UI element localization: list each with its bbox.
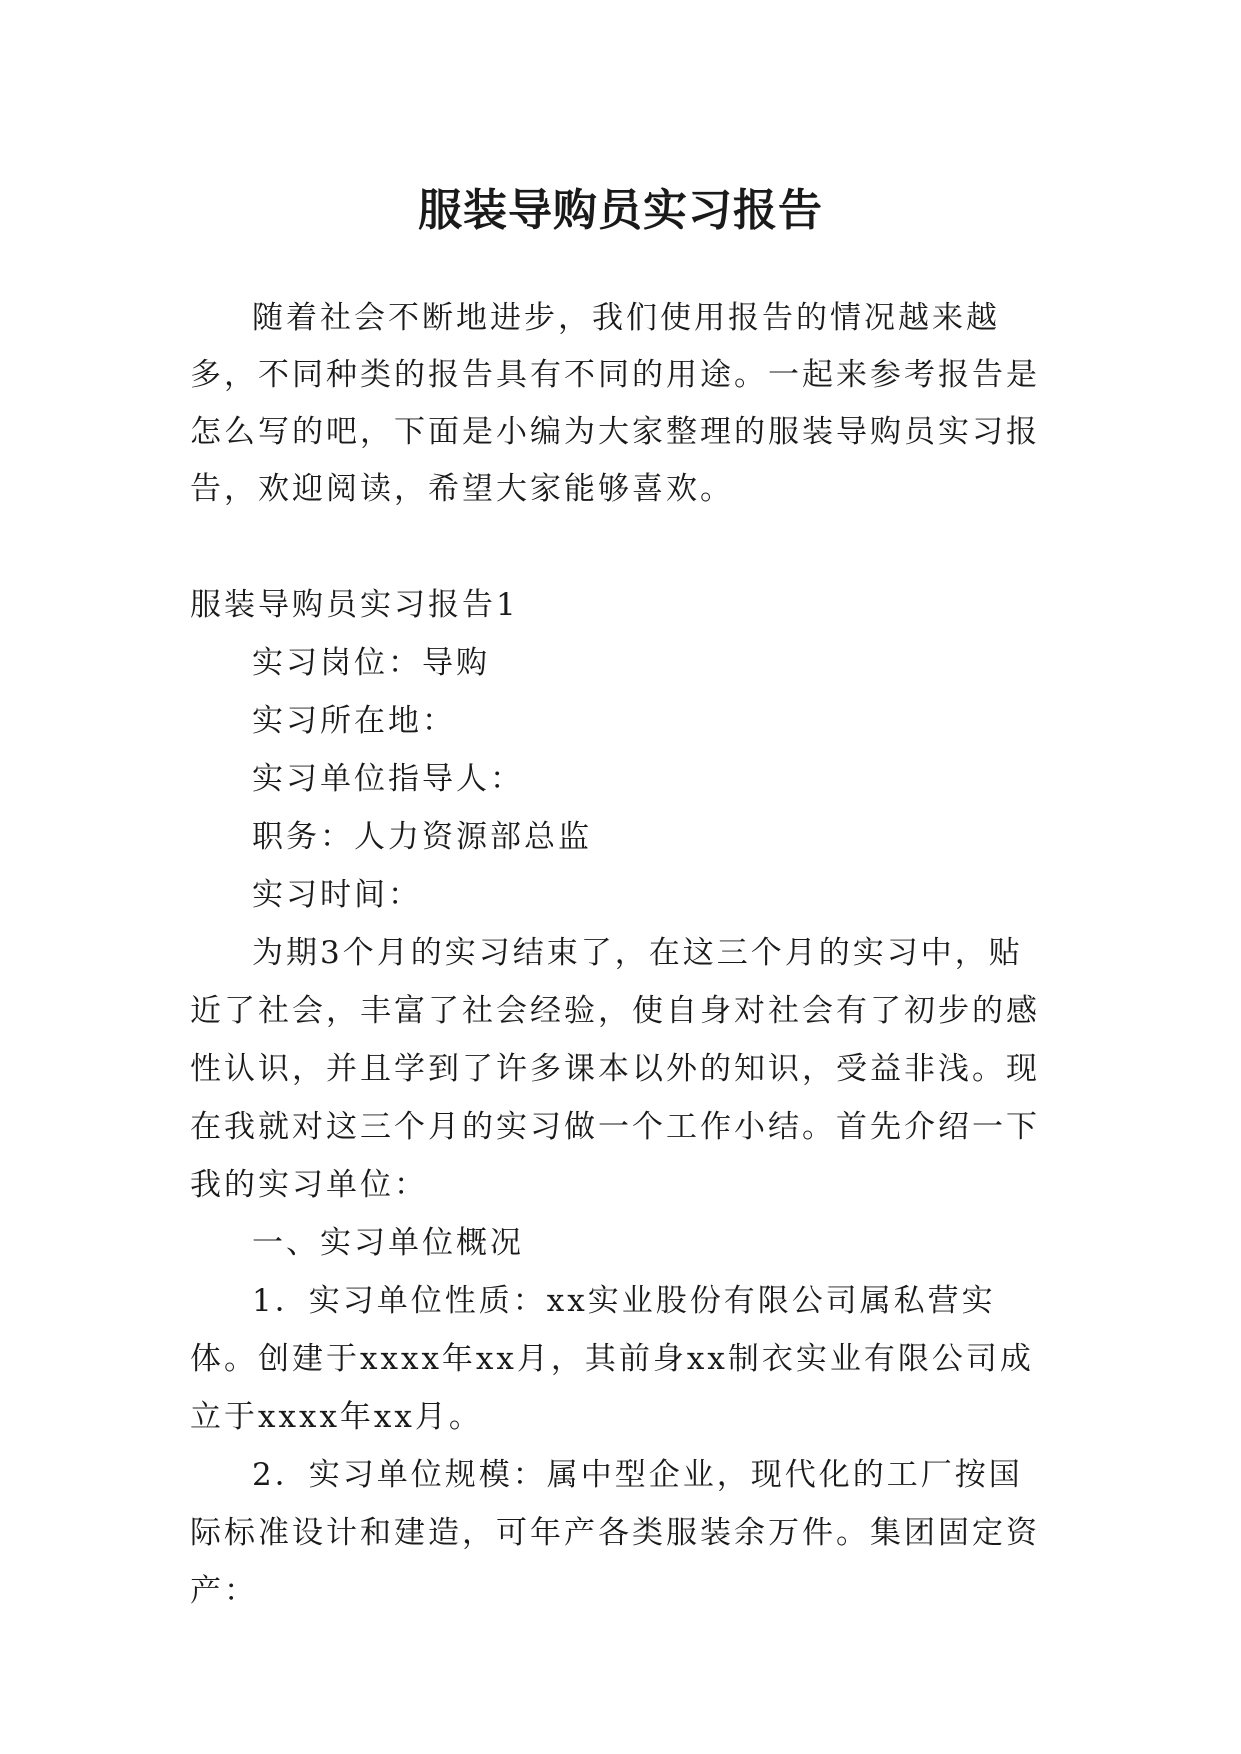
field-location: 实习所在地： (252, 703, 456, 739)
body-paragraph: 1．实习单位性质：xx实业股份有限公司属私营实体。创建于xxxx年xx月，其前身xx制衣实业有限公司成立于xxxx年xx月。 (190, 1283, 1034, 1435)
intro-paragraph: 随着社会不断地进步，我们使用报告的情况越来越多，不同种类的报告具有不同的用途。一起来参考报告是怎么写的吧，下面是小编为大家整理的服装导购员实习报告，欢迎阅读，希望大家能够喜欢。 (190, 300, 1040, 507)
field-position: 实习岗位：导购 (252, 645, 490, 681)
body-paragraph: 2．实习单位规模：属中型企业，现代化的工厂按国际标准设计和建造，可年产各类服装余万件。集团固定资产： (190, 1457, 1040, 1609)
report-section (190, 576, 1052, 1620)
body-paragraph: 为期3个月的实习结束了，在这三个月的实习中，贴近了社会，丰富了社会经验，使自身对社会有了初步的感性认识，并且学到了许多课本以外的知识，受益非浅。现在我就对这三个月的实习做一个工作小结。首先介绍一下我的实习单位： (190, 935, 1040, 1203)
field-supervisor: 实习单位指导人： (252, 761, 524, 797)
section-heading: 服装导购员实习报告1 (190, 587, 519, 623)
field-time: 实习时间： (252, 877, 422, 913)
subsection-heading: 一、实习单位概况 (252, 1225, 524, 1261)
document-title: 服装导购员实习报告 (418, 185, 823, 237)
field-title: 职务：人力资源部总监 (252, 819, 592, 855)
intro-section (190, 290, 1052, 518)
